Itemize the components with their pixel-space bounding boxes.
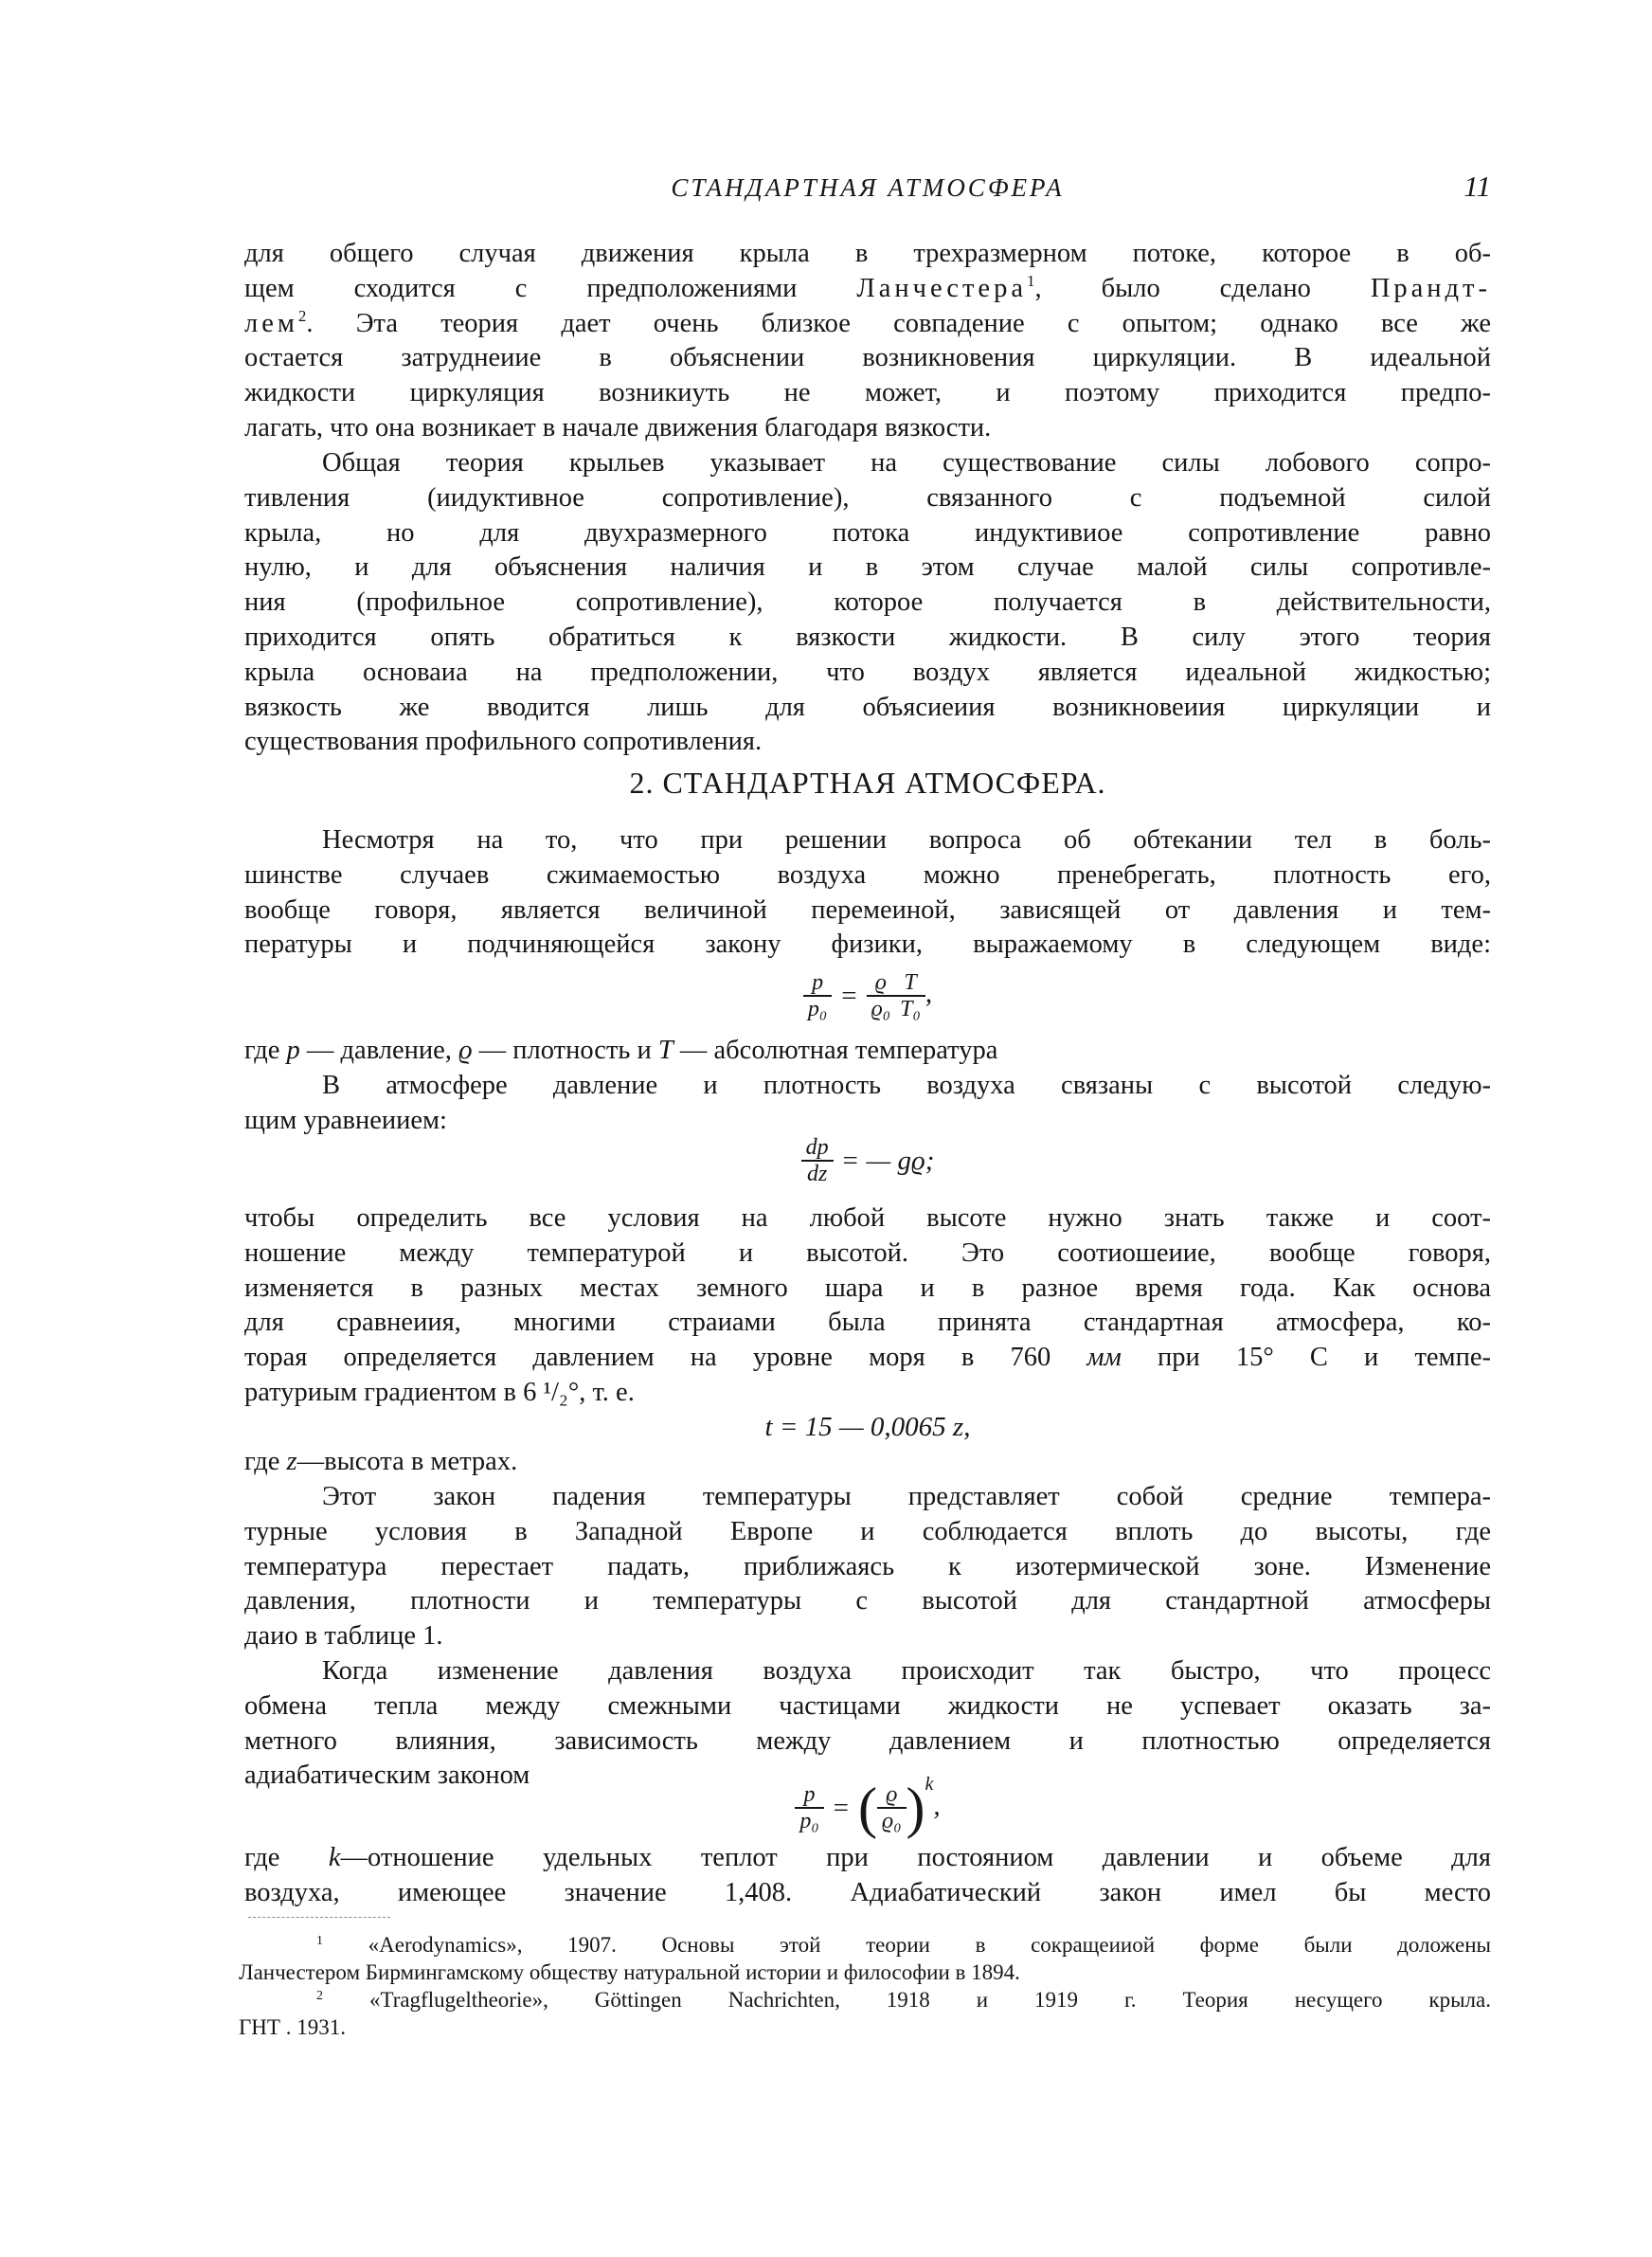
author-name: Прандт- (1370, 273, 1491, 303)
footnote-rule (248, 1917, 390, 1918)
formula-adiabatic: $\frac{p}{\text{p₀}}$ = ( $\frac{ϱ}{\text{ϱ₀}}$ )k, (244, 1774, 1491, 1836)
text-line: вязкость же вводится лишь для объясиеиия возникновеиия циркуляции и (244, 692, 1491, 722)
text-line: жидкости циркуляция возникиуть не может, и поэтому приходится предпо- (244, 378, 1491, 408)
text-line: В атмосфере давление и плотность воздуха связаны с высотой следую- (322, 1070, 1491, 1100)
footnote-2: $^2$ «Tragflugeltheorie», Göttingen Nachrichten, 1918 и 1919 г. Теория несущего крыла. (316, 1988, 1491, 2012)
fraction: $\frac{dp}{dz}$ (801, 1135, 834, 1186)
text-line: где z—высота в метрах. (244, 1447, 518, 1476)
text-line: вообще говоря, является величиной перемеиной, зависящей от давления и тем- (244, 894, 1491, 925)
text-line: даио в таблице 1. (244, 1621, 443, 1652)
text-line: щим уравнеиием: (244, 1105, 447, 1135)
fraction: $\frac{ϱ}{\text{ϱ₀}}$ (867, 970, 896, 1021)
text-line: шинстве случаев сжимаемостью воздуха можно пренебрегать, плотность его, (244, 859, 1491, 890)
paragraph-6 (244, 1445, 1491, 1480)
running-title: СТАНДАРТНАЯ АТМОСФЕРА (671, 173, 1065, 202)
text-line: изменяется в разных местах земного шара и в разное время года. Как основа (244, 1273, 1491, 1303)
paragraph-5 (244, 1201, 1491, 1411)
text-line: ГНТ . 1931. (239, 2015, 346, 2039)
author-name: Ланчестера (856, 273, 1027, 303)
paragraph-3 (244, 823, 1491, 963)
text-line: приходится опять обратиться к вязкости жидкости. В силу этого теория (244, 622, 1491, 652)
text-line: для общего случая движения крыла в трехразмерном потоке, которое в об- (244, 239, 1491, 268)
text-line: Когда изменение давления воздуха происходит так быстро, что процесс (322, 1656, 1491, 1686)
text-line: крыла основаиа на предположении, что воздух является идеальной жидкостью; (244, 657, 1491, 687)
footnote-ref: 1 (1026, 271, 1035, 290)
author-name: лем (244, 308, 298, 338)
text-line: остается затруднеиие в объяснении возникновения циркуляции. В идеальной (244, 343, 1491, 373)
section-heading: 2. СТАНДАРТНАЯ АТМОСФЕРА. (629, 766, 1106, 800)
text-line: пературы и подчиняющейся закону физики, выражаемому в следующем виде: (244, 930, 1491, 960)
text-line: Общая теория крыльев указывает на существование силы лобового сопро- (322, 448, 1491, 478)
text-line: лем$^2$. Эта теория дает очень близкое совпадение с опытом; однако все же (244, 306, 1491, 338)
text-line: щем сходится с предположениями Ланчестера$^1$, было сделано Прандт- (244, 271, 1491, 303)
text-line: турные условия в Западной Европе и соблюдается вплоть до высоты, где (244, 1516, 1491, 1546)
text-line: Этот закон падения температуры представляет собой средние темпера- (322, 1482, 1491, 1511)
text-line: обмена тепла между смежными частицами жидкости не успевает оказать за- (244, 1690, 1491, 1721)
text-line: давления, плотности и температуры с высотой для стандартной атмосферы (244, 1586, 1491, 1616)
text-line: воздуха, имеющее значение 1,408. Адиабатический закон имел бы место (244, 1877, 1491, 1907)
footnotes (239, 1931, 1491, 2041)
text-line: для сравнеиия, многими страиами была принята стандартная атмосфера, ко- (244, 1308, 1491, 1338)
footnote-ref: 2 (297, 306, 307, 325)
paragraph-7 (244, 1480, 1491, 1654)
text-line: Ланчестером Бирмингамскому обществу натуральной истории и философии в 1894. (239, 1960, 1020, 1984)
formula-temperature: t = 15 — 0,0065 z, (764, 1412, 971, 1442)
paragraph-9 (244, 1841, 1491, 1911)
text-line: тивления (иидуктивное сопротивление), связанного с подъемной силой (244, 482, 1491, 513)
text-line: температура перестает падать, приближаясь к изотермической зоне. Изменение (244, 1551, 1491, 1581)
page-number: 11 (1463, 170, 1491, 203)
text-line: торая определяется давлением на уровне моря в 760 мм при 15° С и темпе- (244, 1343, 1491, 1373)
text-line: где k—отношение удельных теплот при постояниом давлении и объеме для (244, 1843, 1491, 1872)
footnote-1: $^1$ «Aerodynamics», 1907. Основы этой теории в сокращеииой форме были доложены (316, 1933, 1491, 1957)
paragraph-2 (244, 446, 1491, 760)
text-line: лагать, что она возникает в начале движения благодаря вязкости. (244, 412, 992, 442)
text-line: чтобы определить все условия на любой высоте нужно знать также и соот- (244, 1203, 1491, 1233)
paragraph-4 (244, 1034, 1491, 1138)
formula-hydrostatic: $\frac{dp}{dz}$ = — gϱ; (244, 1135, 1491, 1186)
text-line: где p — давление, ϱ — плотность и T — абсолютная температура (244, 1036, 998, 1065)
text-line: ния (профильное сопротивление), которое получается в действительности, (244, 587, 1491, 618)
running-header (244, 170, 1491, 217)
text-line: ратуриым градиентом в 6 ¹/₂°, т. е. (244, 1377, 635, 1407)
fraction: $\frac{p}{\text{p₀}}$ (795, 1782, 823, 1833)
text-line: нулю, и для объяснения наличия и в этом случае малой силы сопротивле- (244, 552, 1491, 583)
text-line: ношение между температурой и высотой. Это соотиошеиие, вообще говоря, (244, 1237, 1491, 1268)
fraction: $\frac{ϱ}{\text{ϱ₀}}$ (877, 1782, 907, 1833)
text-line: существования профильного сопротивления. (244, 727, 763, 757)
paragraph-1 (244, 237, 1491, 446)
fraction: $\frac{T}{\text{T₀}}$ (895, 970, 925, 1021)
fraction: $\frac{p}{\text{p₀}}$ (803, 970, 832, 1021)
formula-gas-law: $\frac{p}{\text{p₀}}$ = $\frac{ϱ}{\text{ϱ₀}}$ $\frac{T}{\text{T₀}}$ , (244, 970, 1491, 1021)
text-line: метного влияния, зависимость между давлением и плотностью определяется (244, 1725, 1491, 1756)
text-line: крыла, но для двухразмерного потока индуктивиое сопротивление равно (244, 517, 1491, 548)
text-line: адиабатическим законом (244, 1760, 530, 1791)
text-line: Несмотря на то, что при решении вопроса об обтекании тел в боль- (322, 825, 1491, 855)
